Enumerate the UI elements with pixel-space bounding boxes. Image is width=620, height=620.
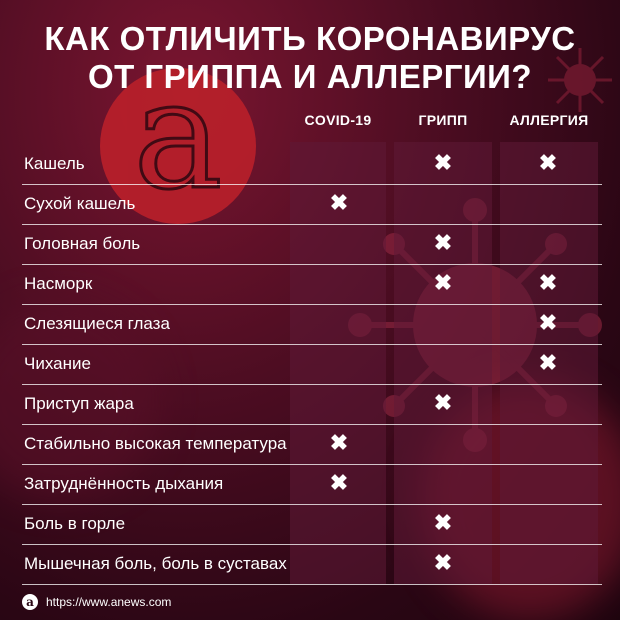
table-row <box>22 544 602 585</box>
page-title <box>0 20 620 96</box>
table-row <box>22 144 602 185</box>
anews-logo-letter: a <box>133 49 223 223</box>
column-header-flu: ГРИПП <box>418 112 468 128</box>
symptom-label: Приступ жара <box>24 394 134 413</box>
symptom-label: Затруднённость дыхания <box>24 474 224 493</box>
table-row <box>22 304 602 345</box>
footer-url: https://www.anews.com <box>46 595 172 609</box>
symptom-label: Кашель <box>24 154 85 173</box>
cross-mark-icon: ✖ <box>538 150 558 175</box>
symptom-label: Стабильно высокая температура <box>24 434 287 453</box>
table-row <box>22 344 602 385</box>
symptom-label: Головная боль <box>24 234 141 253</box>
cross-mark-icon: ✖ <box>329 430 349 455</box>
symptom-label: Боль в горле <box>24 514 126 533</box>
cross-mark-icon: ✖ <box>433 270 453 295</box>
table-row <box>22 504 602 545</box>
symptom-label: Сухой кашель <box>24 194 136 213</box>
cross-mark-icon: ✖ <box>433 510 453 535</box>
cross-mark-icon: ✖ <box>538 310 558 335</box>
table-row <box>22 264 602 305</box>
cross-mark-icon: ✖ <box>329 190 349 215</box>
table-row <box>22 424 602 465</box>
title-line-2: ОТ ГРИППА И АЛЛЕРГИИ? <box>87 58 533 95</box>
table-row <box>22 464 602 505</box>
cross-mark-icon: ✖ <box>538 270 558 295</box>
cross-mark-icon: ✖ <box>433 230 453 255</box>
symptom-label: Мышечная боль, боль в суставах <box>24 554 287 573</box>
title-line-1: КАК ОТЛИЧИТЬ КОРОНАВИРУС <box>44 20 576 57</box>
table-row <box>22 384 602 425</box>
table-row <box>22 184 602 225</box>
column-header-covid: COVID-19 <box>304 112 372 128</box>
symptom-label: Насморк <box>24 274 93 293</box>
anews-footer-logo: a <box>22 594 38 610</box>
cross-mark-icon: ✖ <box>538 350 558 375</box>
cross-mark-icon: ✖ <box>433 550 453 575</box>
cross-mark-icon: ✖ <box>329 470 349 495</box>
table-row <box>22 224 602 265</box>
cross-mark-icon: ✖ <box>433 150 453 175</box>
cross-mark-icon: ✖ <box>433 390 453 415</box>
symptom-label: Слезящиеся глаза <box>24 314 170 333</box>
footer <box>22 594 171 610</box>
symptom-label: Чихание <box>24 354 91 373</box>
column-header-allergy: АЛЛЕРГИЯ <box>509 112 589 128</box>
